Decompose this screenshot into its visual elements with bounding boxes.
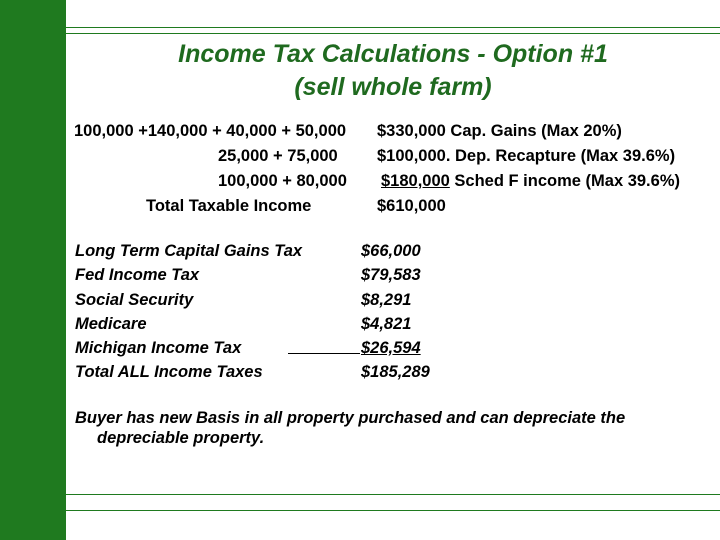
calc-row-2-left: 25,000 + 75,000 [218, 147, 338, 165]
calc-row-1-left: 100,000 +140,000 + 40,000 + 50,000 [74, 122, 347, 140]
bottom-rule-second [66, 510, 720, 511]
buyer-note-line-2: depreciable property. [97, 429, 265, 447]
tax-label-4: Michigan Income Tax [75, 339, 242, 357]
calc-row-3-right [381, 171, 680, 191]
slide-title [66, 38, 720, 104]
tax-value-4: $26,594 [361, 339, 421, 357]
top-rule-second [66, 33, 720, 34]
calc-row-4-right: $610,000 [377, 197, 446, 215]
buyer-note-line-1: Buyer has new Basis in all property purchased and can depreciate the [75, 409, 626, 427]
bottom-rule [66, 494, 720, 495]
tax-label-5: Total ALL Income Taxes [75, 363, 263, 381]
tax-label-2: Social Security [75, 291, 194, 309]
tax-value-3: $4,821 [361, 315, 412, 333]
top-rule [66, 27, 720, 28]
total-divider-line [288, 353, 360, 354]
tax-value-0: $66,000 [361, 242, 421, 260]
tax-value-5: $185,289 [361, 363, 430, 381]
title-line-2: (sell whole farm) [294, 73, 492, 101]
calc-row-3-left: 100,000 + 80,000 [218, 172, 347, 190]
tax-value-2: $8,291 [361, 291, 412, 309]
calc-row-3-amount: $180,000 [381, 172, 450, 190]
title-line-1: Income Tax Calculations - Option #1 [178, 40, 608, 68]
buyer-note [75, 408, 695, 448]
green-side-bar [0, 0, 66, 540]
calc-row-3-label: Sched F income (Max 39.6%) [449, 172, 680, 190]
calc-row-2-right: $100,000. Dep. Recapture (Max 39.6%) [377, 147, 676, 165]
calc-row-1-right: $330,000 Cap. Gains (Max 20%) [377, 122, 622, 140]
tax-label-3: Medicare [75, 315, 147, 333]
calc-row-4-left: Total Taxable Income [146, 197, 312, 215]
tax-label-0: Long Term Capital Gains Tax [75, 242, 303, 260]
tax-label-1: Fed Income Tax [75, 266, 200, 284]
tax-value-1: $79,583 [361, 266, 421, 284]
